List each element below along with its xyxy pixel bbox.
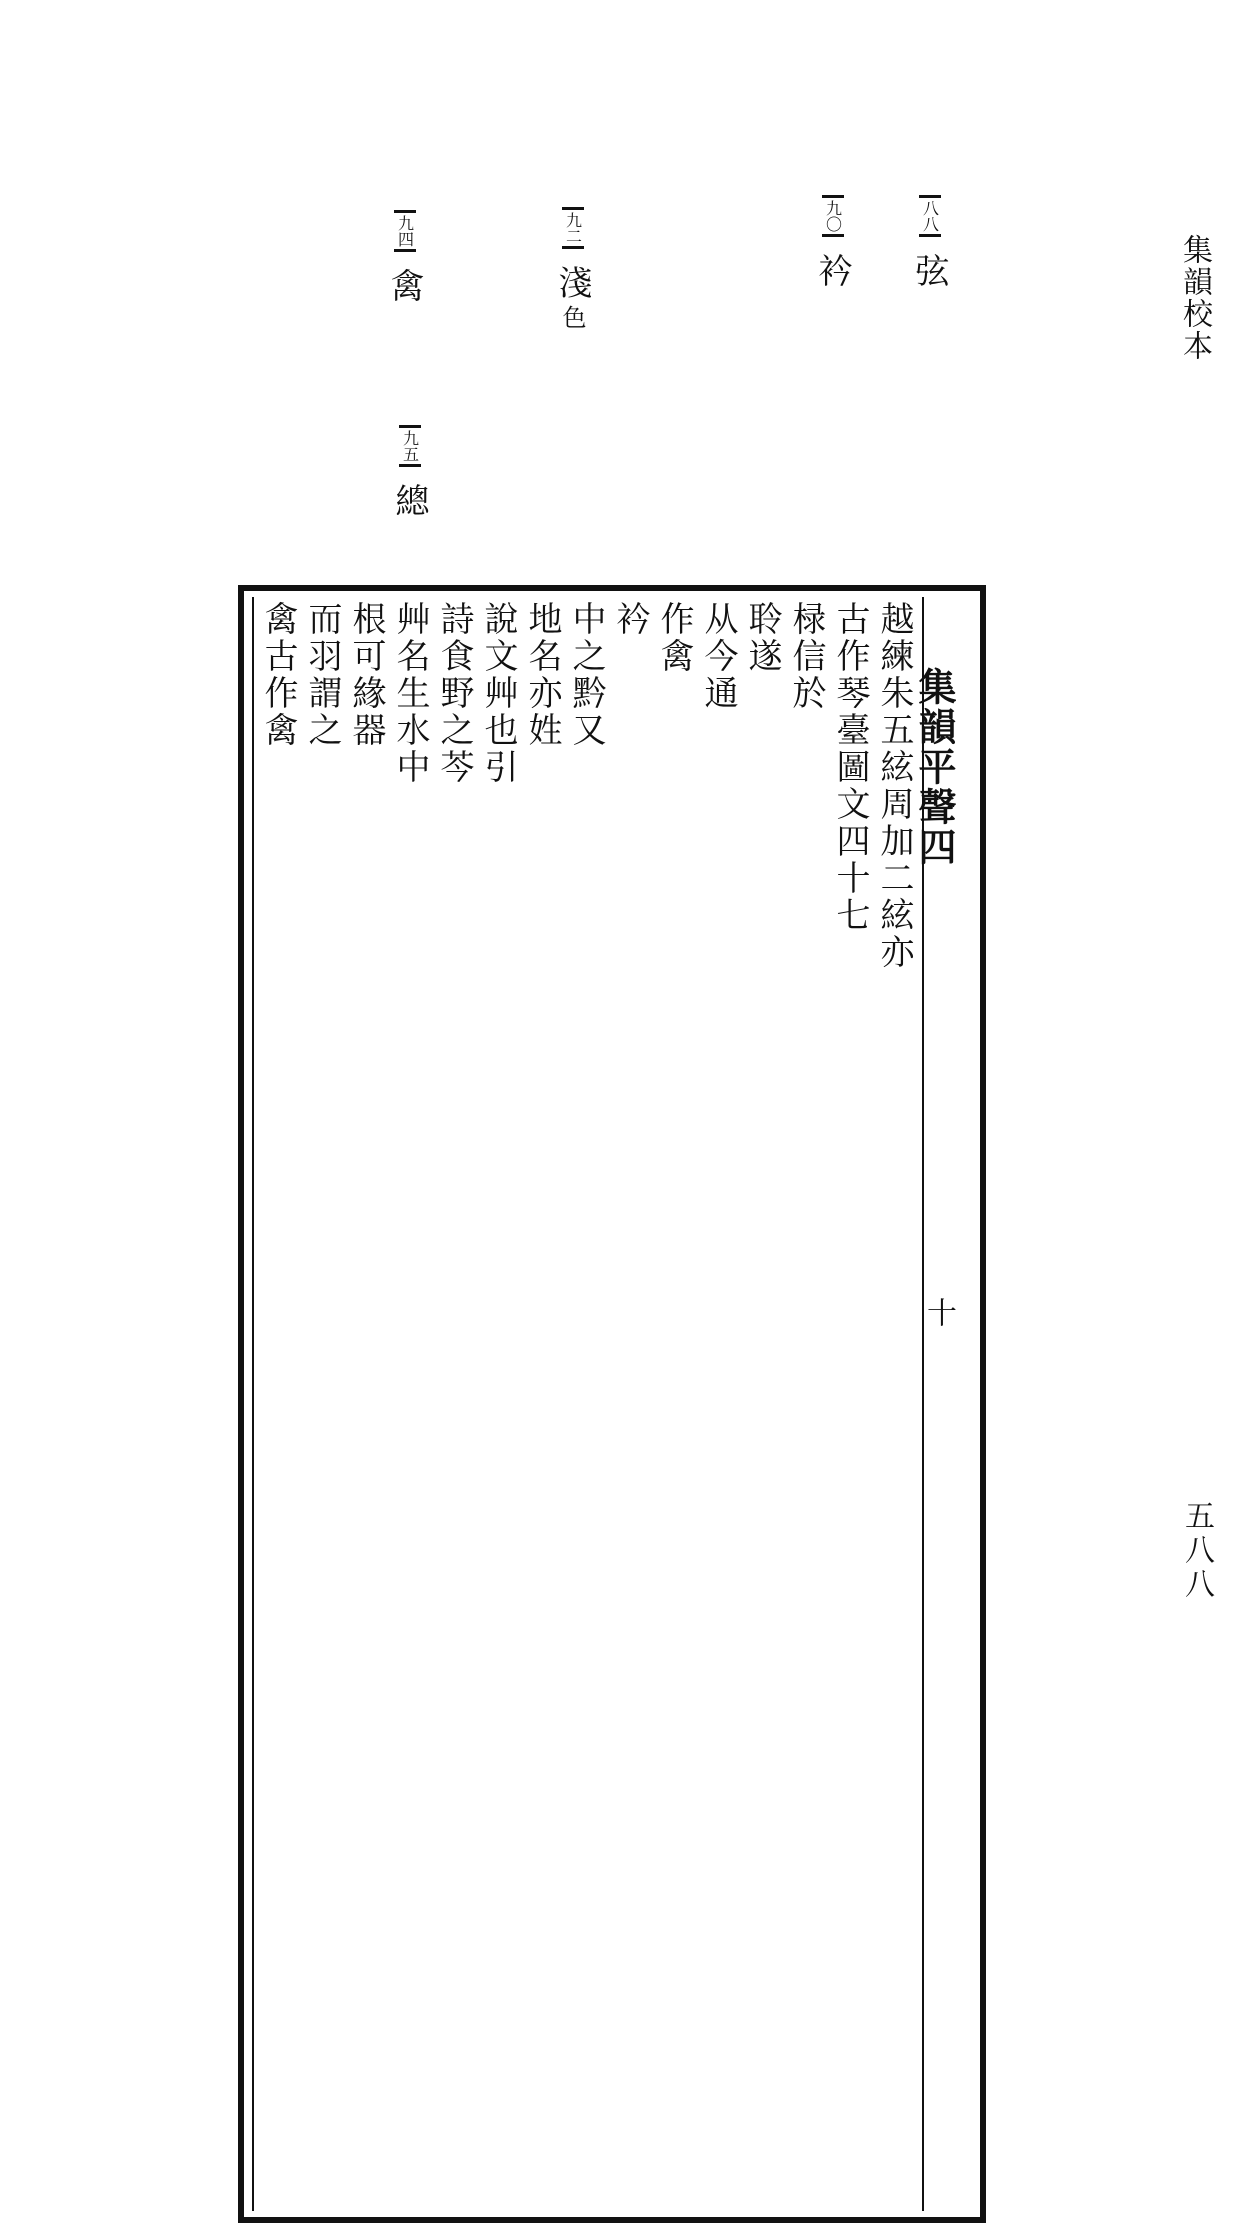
note-number: 八八	[919, 195, 941, 237]
collation-note-94	[380, 210, 429, 302]
leaf-number: 十	[921, 1297, 956, 1327]
note-character: 弦	[909, 253, 949, 287]
collation-note-92	[548, 207, 597, 329]
note-number: 九五	[399, 425, 421, 467]
text-column: 艸名生水中	[390, 601, 430, 786]
text-column: 詩食野之芩	[434, 601, 474, 786]
note-number: 九二	[562, 207, 584, 249]
text-columns	[258, 601, 918, 2207]
block-title: 集韻平聲四	[912, 667, 957, 867]
text-column: 聆遂	[742, 601, 782, 675]
collation-note-95	[385, 425, 434, 517]
text-column: 中之黔又	[566, 601, 606, 749]
collation-note-88	[905, 195, 954, 287]
text-column: 椂信於	[786, 601, 826, 712]
text-column: 禽古作禽	[258, 601, 298, 749]
collation-note-90	[808, 195, 857, 287]
text-column: 作禽	[654, 601, 694, 675]
note-number: 九〇	[822, 195, 844, 237]
note-number: 九四	[394, 210, 416, 252]
note-character: 淺	[552, 265, 592, 299]
text-column: 古作琴臺圖文四十七	[830, 601, 870, 934]
woodblock-frame	[238, 585, 986, 2223]
note-annotation: 色	[558, 305, 586, 329]
text-column: 从今通	[698, 601, 738, 712]
note-character: 總	[389, 483, 429, 517]
header-column	[912, 597, 966, 2211]
text-column: 地名亦姓	[522, 601, 562, 749]
text-column: 而羽謂之	[302, 601, 342, 749]
text-column: 越練朱五絃周加二絃亦	[874, 601, 914, 971]
frame-inner	[252, 597, 966, 2211]
text-column: 衿	[610, 601, 650, 638]
running-head: 集韻校本	[1177, 234, 1212, 362]
page-number: 五八八	[1179, 1500, 1214, 1602]
note-character: 禽	[384, 268, 424, 302]
text-column: 根可緣器	[346, 601, 386, 749]
text-column: 說文艸也引	[478, 601, 518, 786]
note-character: 衿	[812, 253, 852, 287]
